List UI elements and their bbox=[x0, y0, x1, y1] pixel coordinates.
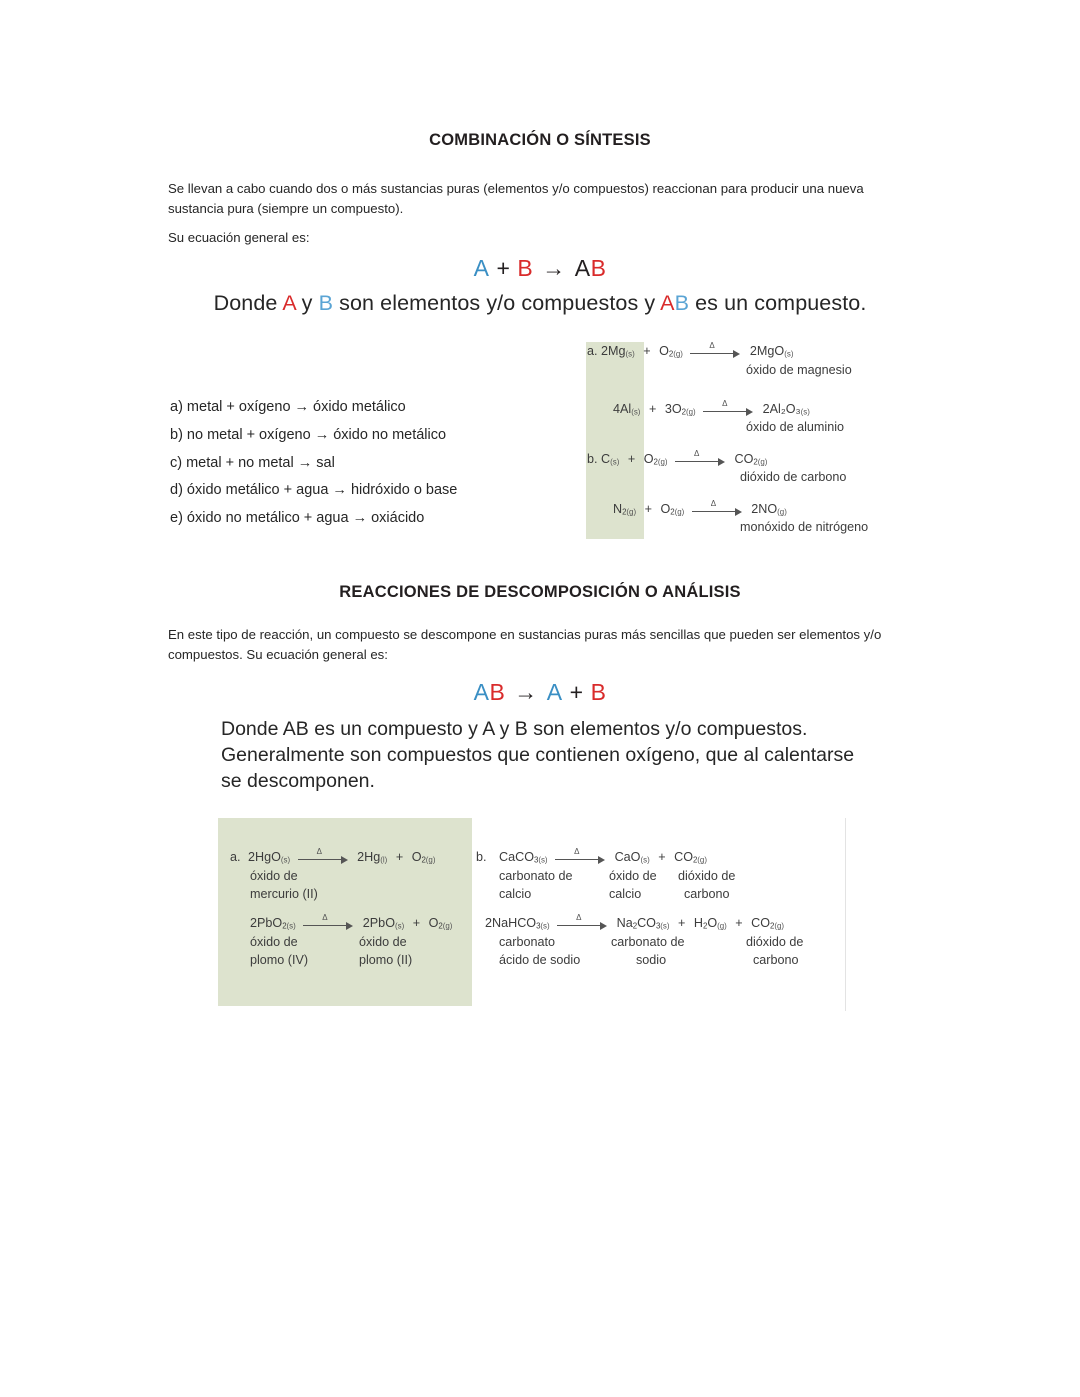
figure-highlight-band bbox=[218, 818, 472, 1006]
product-1: 2MgO(s) bbox=[749, 344, 794, 359]
decomposition-reaction-figure bbox=[218, 818, 846, 1011]
decomposition-general-equation bbox=[0, 679, 1080, 706]
equation-term-a: A bbox=[473, 255, 490, 281]
donde-symbol-ab-a: A bbox=[660, 291, 675, 315]
equation-product-a: A bbox=[574, 255, 591, 281]
equation-term-b: B bbox=[517, 255, 534, 281]
reactant-1: $N_2(g)$ bbox=[613, 502, 637, 517]
synthesis-intro-paragraph: Se llevan a cabo cuando dos o más sustancias puras (elementos y/o compuestos) reaccionan para producir una nueva sustancia pura (siempre un compuesto). bbox=[168, 181, 864, 216]
reaction-group-label: a. bbox=[587, 344, 598, 358]
reaction-equation-row bbox=[587, 341, 794, 359]
donde-prefix: Donde bbox=[213, 291, 283, 315]
equation-product-a: A bbox=[546, 679, 563, 705]
reaction-equation-row bbox=[250, 913, 453, 931]
reaction-equation-row bbox=[587, 449, 768, 467]
plus-sign: + bbox=[395, 850, 404, 864]
reactant-name: ácido de sodio bbox=[499, 953, 581, 967]
product-name: dióxido de carbono bbox=[740, 470, 847, 484]
plus-sign: + bbox=[735, 916, 743, 930]
reactant-name: mercurio (II) bbox=[250, 887, 318, 901]
product-1: 2PbO(s) bbox=[362, 916, 405, 931]
product-1: CaO(s) bbox=[614, 850, 650, 865]
donde-paragraph-line: Generalmente son compuestos que contienen oxígeno, que al calentarse bbox=[221, 744, 855, 766]
plus-sign: + bbox=[627, 452, 636, 466]
synthesis-equation-lead: Su ecuación general es: bbox=[168, 230, 310, 245]
plus-sign: + bbox=[643, 344, 651, 358]
reaction-arrow-icon: Δ bbox=[703, 404, 755, 415]
donde-symbol-b: B bbox=[318, 291, 334, 315]
plus-sign: + bbox=[678, 916, 686, 930]
reactant-name: carbonato de bbox=[499, 869, 573, 883]
product-1: 2Hg(l) bbox=[357, 850, 388, 865]
reaction-equation-row bbox=[613, 399, 810, 417]
reactant-name: calcio bbox=[499, 887, 532, 901]
product-2: $O_2(g)$ bbox=[411, 850, 436, 865]
plus-sign: + bbox=[648, 402, 657, 416]
reactant-name: carbonato bbox=[499, 935, 556, 949]
product-1: 2NO(g) bbox=[751, 502, 787, 517]
product-1: $Na_2CO_3(s)$ bbox=[616, 916, 670, 931]
equation-arrow-icon: → bbox=[514, 679, 538, 705]
equation-plus-operator: + bbox=[569, 679, 584, 705]
section-heading-decomposition: REACCIONES DE DESCOMPOSICIÓN O ANÁLISIS bbox=[339, 583, 741, 601]
reaction-equation-row bbox=[485, 913, 785, 931]
product-2: $H_2O(g)$ bbox=[693, 916, 727, 931]
reactant-name: óxido de bbox=[250, 869, 298, 883]
product-name: sodio bbox=[636, 953, 667, 967]
product-1: 2Al₂O₃(s) bbox=[762, 402, 810, 417]
donde-symbol-a: A bbox=[282, 291, 296, 315]
reactant-1: CaCO$_3$(s) bbox=[499, 850, 548, 865]
rule-list-item: c) metal + no metal → sal bbox=[170, 454, 335, 471]
donde-paragraph-line: se descomponen. bbox=[221, 770, 375, 792]
synthesis-donde-line bbox=[0, 291, 1080, 316]
reaction-group-label: b. bbox=[476, 850, 487, 864]
product-2: $CO_2(g)$ bbox=[674, 850, 707, 865]
synthesis-rule-list bbox=[170, 394, 570, 533]
reaction-arrow-icon: Δ bbox=[555, 852, 607, 863]
donde-mid-2: son elementos y/o compuestos y bbox=[333, 291, 661, 315]
reactant-1: 4Al(s) bbox=[613, 402, 641, 417]
reaction-equation-row bbox=[613, 499, 787, 517]
decomposition-intro-paragraph: En este tipo de reacción, un compuesto se descompone en sustancias puras más sencillas que pueden ser elementos y/o compuestos. Su ecuación general es: bbox=[168, 627, 882, 662]
reaction-arrow-icon: Δ bbox=[692, 504, 744, 515]
product-name: óxido de aluminio bbox=[746, 420, 845, 434]
plus-sign: + bbox=[412, 916, 421, 930]
reactant-name: óxido de bbox=[250, 935, 298, 949]
reaction-equation-row bbox=[230, 847, 436, 865]
product-name: óxido de bbox=[359, 935, 407, 949]
product-name: monóxido de nitrógeno bbox=[740, 520, 869, 534]
donde-mid-1: y bbox=[295, 291, 319, 315]
reaction-group-label: b. bbox=[587, 452, 598, 466]
product-name: plomo (II) bbox=[359, 953, 413, 967]
reaction-arrow-icon: Δ bbox=[298, 852, 350, 863]
reactant-2: $O_2(g)$ bbox=[660, 502, 685, 517]
equation-reactant-a: A bbox=[473, 679, 490, 705]
reactant-1: 2Mg(s) bbox=[601, 344, 635, 359]
rule-list-item: b) no metal + oxígeno → óxido no metálico bbox=[170, 426, 447, 443]
section-heading-synthesis: COMBINACIÓN O SÍNTESIS bbox=[429, 131, 651, 149]
product-name: dióxido de bbox=[746, 935, 804, 949]
reactant-name: plomo (IV) bbox=[250, 953, 309, 967]
equation-product-b: B bbox=[590, 679, 607, 705]
equation-arrow-icon: → bbox=[542, 255, 566, 281]
reactant-1: 2HgO(s) bbox=[248, 850, 291, 865]
reaction-arrow-icon: Δ bbox=[557, 918, 609, 929]
product-name: carbono bbox=[753, 953, 799, 967]
donde-suffix: es un compuesto. bbox=[689, 291, 867, 315]
donde-paragraph-line: Donde AB es un compuesto y A y B son elementos y/o compuestos. bbox=[221, 718, 808, 740]
equation-reactant-b: B bbox=[489, 679, 506, 705]
reaction-arrow-icon: Δ bbox=[303, 918, 355, 929]
product-name: dióxido de bbox=[678, 869, 736, 883]
plus-sign: + bbox=[644, 502, 652, 516]
plus-sign: + bbox=[658, 850, 666, 864]
reactant-2: $3O_2(g)$ bbox=[664, 402, 696, 417]
reactant-1: C(s) bbox=[601, 452, 620, 467]
reaction-equation-row bbox=[476, 847, 707, 865]
donde-symbol-ab-b: B bbox=[674, 291, 690, 315]
reaction-arrow-icon: Δ bbox=[690, 346, 742, 357]
reaction-arrow-icon: Δ bbox=[675, 454, 727, 465]
reactant-1: 2NaHCO$_3$(s) bbox=[485, 916, 550, 931]
product-1: $CO_2(g)$ bbox=[734, 452, 768, 467]
synthesis-general-equation bbox=[0, 255, 1080, 282]
equation-product-b: B bbox=[590, 255, 607, 281]
product-name: óxido de bbox=[609, 869, 657, 883]
rule-list-item: a) metal + oxígeno → óxido metálico bbox=[170, 399, 406, 415]
product-2: $O_2(g)$ bbox=[428, 916, 453, 931]
decomposition-donde-paragraph bbox=[221, 716, 901, 794]
reaction-group-label: a. bbox=[230, 850, 241, 864]
equation-plus-operator: + bbox=[496, 255, 511, 281]
product-name: carbonato de bbox=[611, 935, 685, 949]
reactant-2: $O_2(g)$ bbox=[643, 452, 668, 467]
rule-list-item: d) óxido metálico + agua → hidróxido o base bbox=[170, 482, 458, 499]
reactant-2: $O_2(g)$ bbox=[659, 344, 683, 359]
reactant-1: 2PbO$_2$(s) bbox=[250, 916, 296, 931]
synthesis-reaction-figure bbox=[575, 338, 920, 543]
product-name: calcio bbox=[609, 887, 642, 901]
rule-list-item: e) óxido no metálico + agua → oxiácido bbox=[170, 510, 425, 527]
product-name: óxido de magnesio bbox=[746, 363, 852, 377]
product-name: carbono bbox=[684, 887, 730, 901]
product-3: $CO_2(g)$ bbox=[751, 916, 785, 931]
